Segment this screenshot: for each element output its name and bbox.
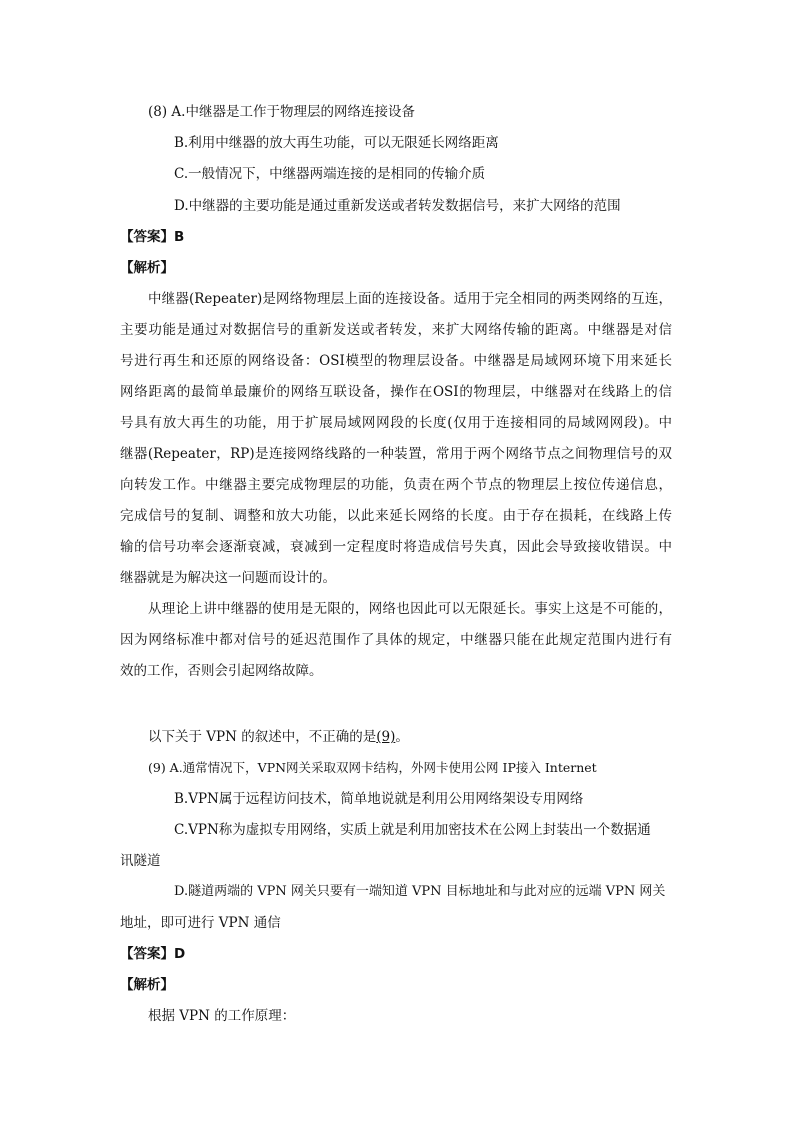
q8-analysis-line: 效的工作，否则会引起网络故障。 <box>120 663 323 679</box>
q9-stem-end: 。 <box>395 729 409 745</box>
q9-analysis-label: 【解析】 <box>120 977 174 993</box>
q8-option-d: D.中继器的主要功能是通过重新发送或者转发数据信号，来扩大网络的范围 <box>174 198 621 214</box>
q8-analysis-line: 完成信号的复制、调整和放大功能，以此来延长网络的长度。由于存在损耗，在线路上传 <box>120 508 672 524</box>
q8-analysis-line: 号具有放大再生的功能，用于扩展局域网网段的长度(仅用于连接相同的局域网网段)。中 <box>120 415 672 431</box>
q9-stem-text: 以下关于 VPN 的叙述中，不正确的是 <box>148 729 377 745</box>
q9-option-d: D.隧道两端的 VPN 网关只要有一端知道 VPN 目标地址和与此对应的远端 VPN 网关 <box>174 884 666 899</box>
q8-analysis-line: 从理论上讲中继器的使用是无限的，网络也因此可以无限延长。事实上这是不可能的， <box>148 601 672 617</box>
q8-analysis-line: 号进行再生和还原的网络设备：OSI模型的物理层设备。中继器是局域网环境下用来延长 <box>120 353 672 369</box>
q8-analysis-label: 【解析】 <box>120 260 174 276</box>
q8-analysis-line: 继器(Repeater，RP)是连接网络线路的一种装置，常用于两个网络节点之间物理信号的双 <box>120 446 672 462</box>
q8-analysis-line: 继器就是为解决这一问题而设计的。 <box>120 570 336 586</box>
q8-analysis-line: 输的信号功率会逐渐衰减，衰减到一定程度时将造成信号失真，因此会导致接收错误。中 <box>120 539 672 555</box>
q8-option-a: (8) A.中继器是工作于物理层的网络连接设备 <box>148 104 415 120</box>
q8-option-b: B.利用中继器的放大再生功能，可以无限延长网络距离 <box>174 135 499 151</box>
q9-option-d-cont: 地址，即可进行 VPN 通信 <box>120 915 281 931</box>
q8-analysis-line: 向转发工作。中继器主要完成物理层的功能，负责在两个节点的物理层上按位传递信息， <box>120 477 672 493</box>
q9-analysis-first: 根据 VPN 的工作原理： <box>148 1008 296 1024</box>
q9-option-c: C.VPN称为虚拟专用网络，实质上就是利用加密技术在公网上封装出一个数据通 <box>174 822 651 838</box>
q9-stem-blank: (9) <box>376 729 396 745</box>
q8-analysis-line: 网络距离的最简单最廉价的网络互联设备，操作在OSI的物理层，中继器对在线路上的信 <box>120 384 672 400</box>
q9-stem <box>148 727 409 747</box>
q9-option-b: B.VPN属于远程访问技术，简单地说就是利用公用网络架设专用网络 <box>174 791 584 807</box>
q8-analysis-line: 主要功能是通过对数据信号的重新发送或者转发，来扩大网络传输的距离。中继器是对信 <box>120 322 672 338</box>
q9-option-c-cont: 讯隧道 <box>120 853 161 869</box>
q8-analysis-line: 中继器(Repeater)是网络物理层上面的连接设备。适用于完全相同的两类网络的互连， <box>148 291 672 307</box>
q8-option-c: C.一般情况下，中继器两端连接的是相同的传输介质 <box>174 166 486 182</box>
q9-option-a: (9) A.通常情况下，VPN网关采取双网卡结构，外网卡使用公网 IP接入 Internet <box>148 760 597 775</box>
q9-answer: 【答案】D <box>120 946 186 962</box>
q8-answer: 【答案】B <box>120 229 185 245</box>
q8-analysis-line: 因为网络标准中都对信号的延迟范围作了具体的规定，中继器只能在此规定范围内进行有 <box>120 632 672 648</box>
